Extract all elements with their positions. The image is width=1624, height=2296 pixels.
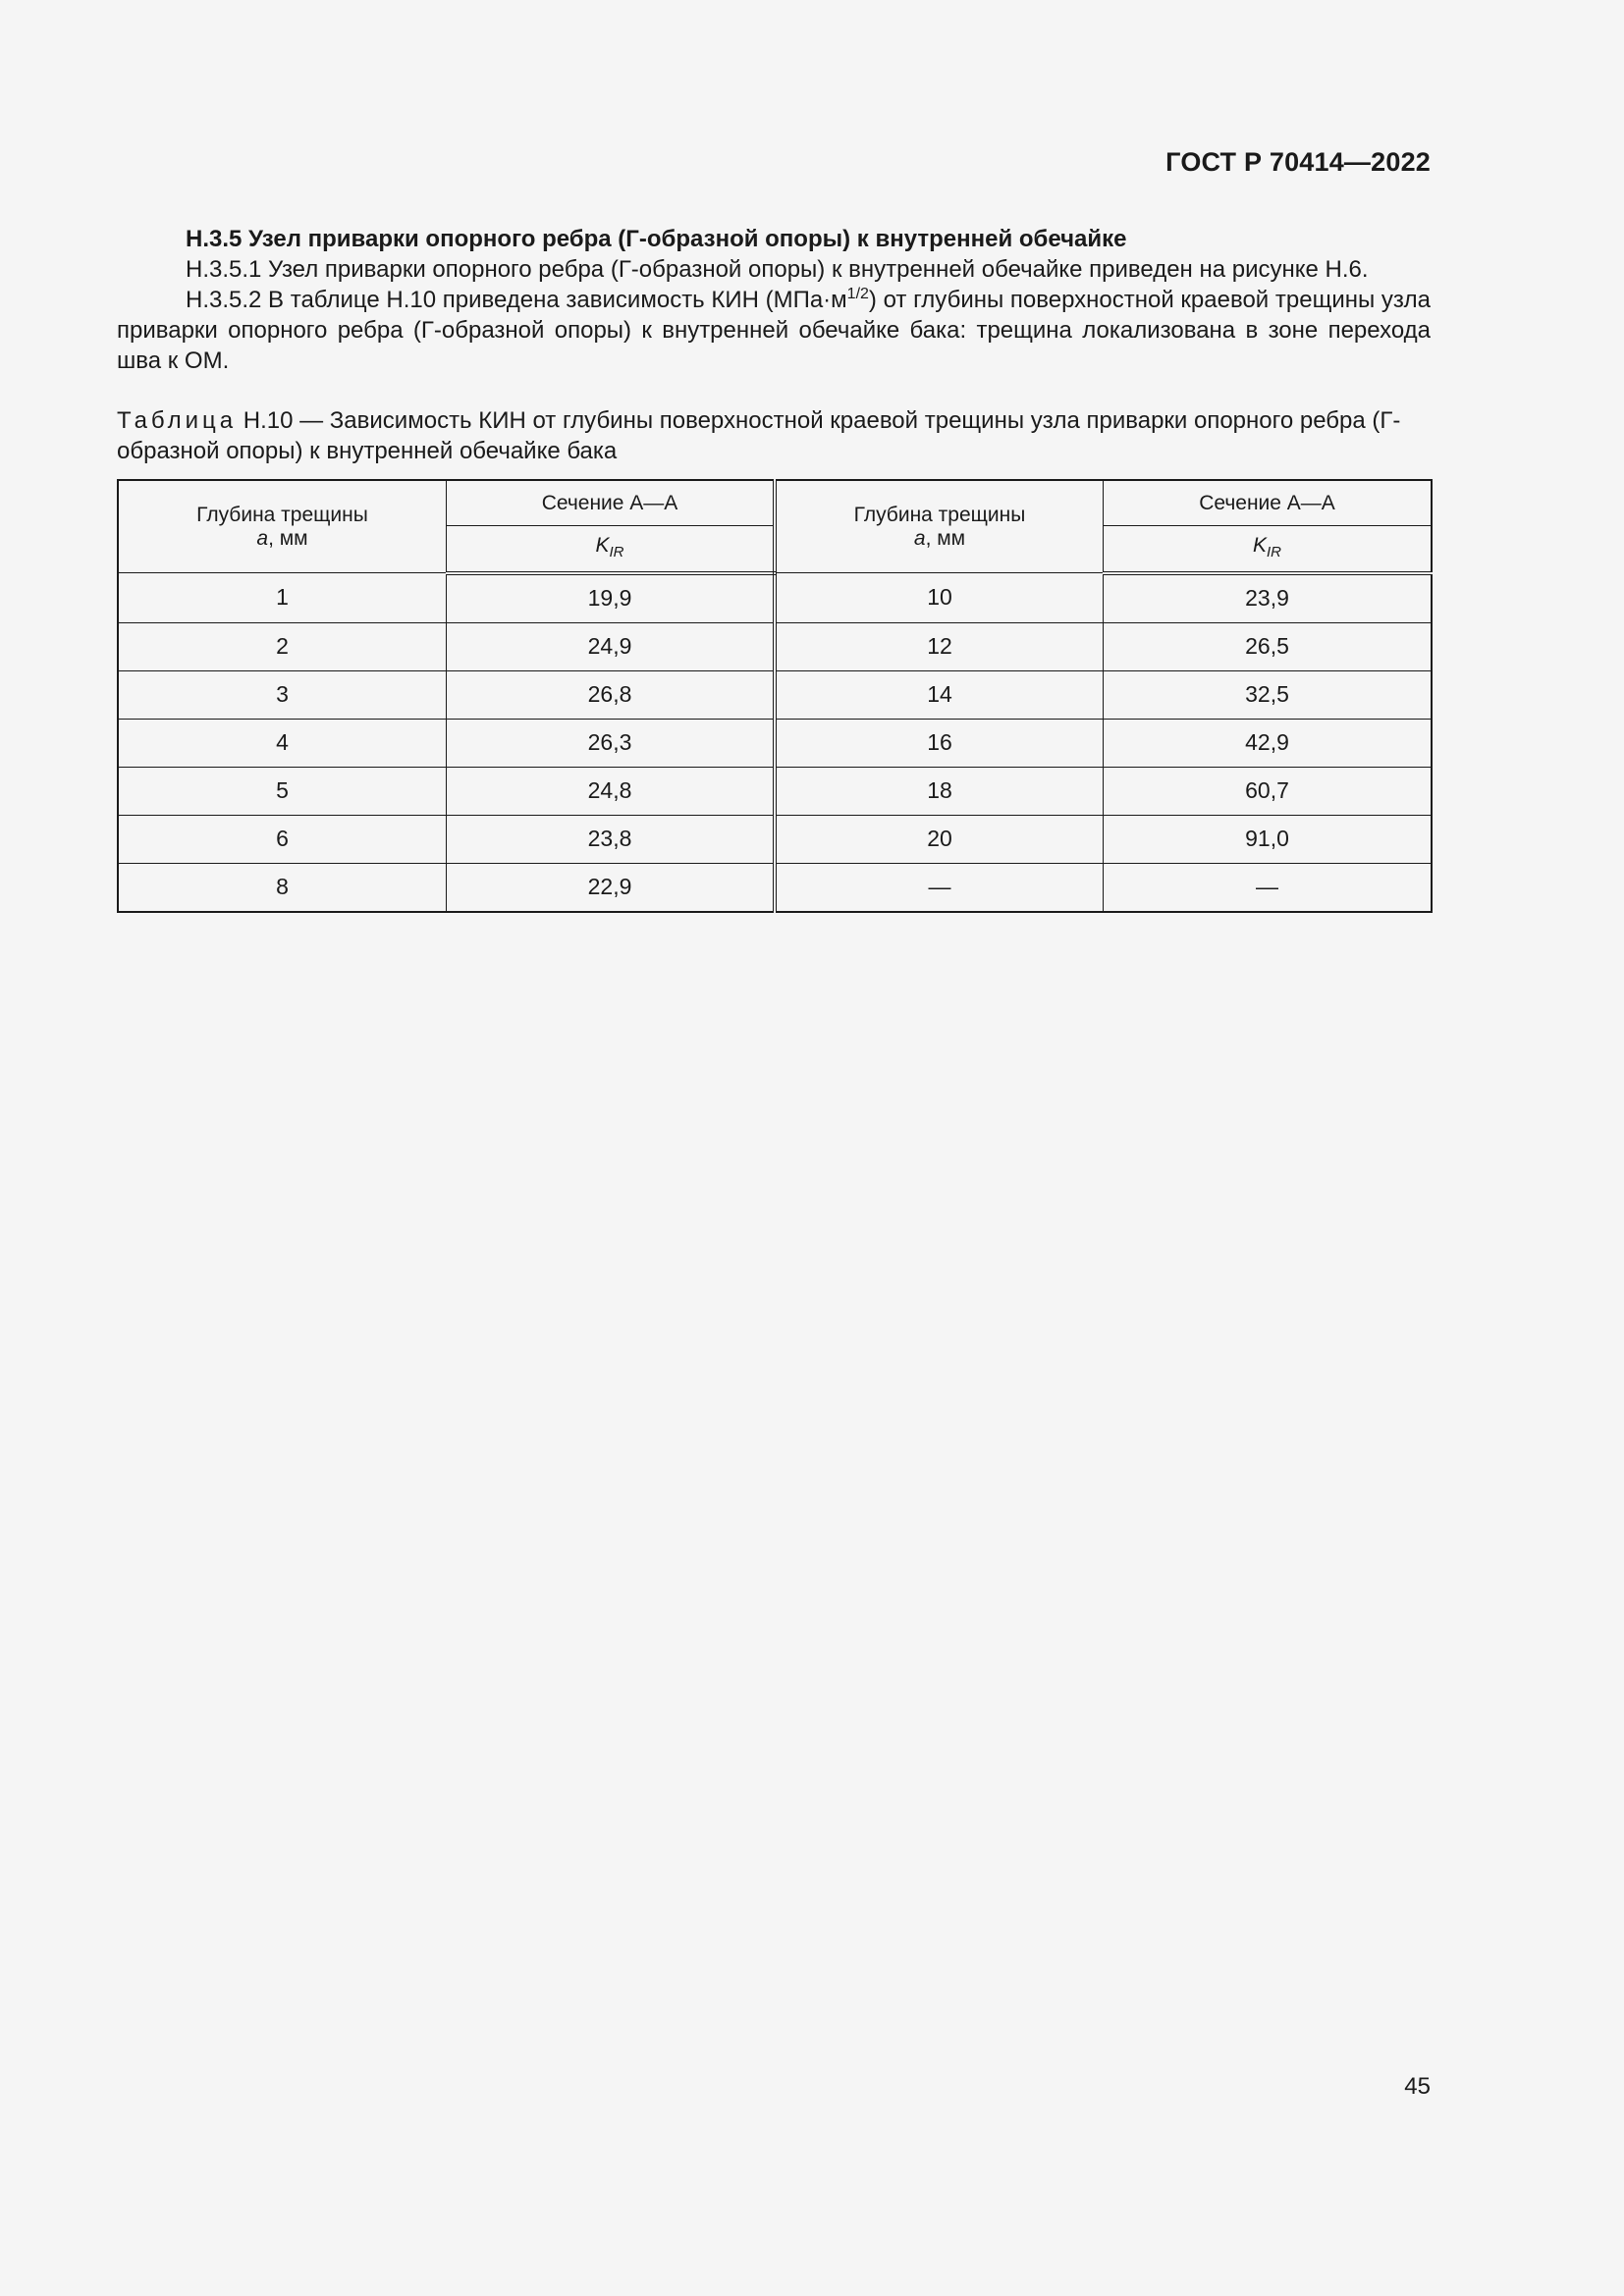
kir-left-cell: 22,9 <box>447 863 776 912</box>
header-depth-right <box>775 480 1104 573</box>
kir-right-cell: 26,5 <box>1104 622 1433 670</box>
table-caption-text: Н.10 — Зависимость КИН от глубины поверхностной краевой трещины узла приварки опорного ребра (Г-образной опоры) к внутренней обечайке бака <box>117 407 1401 464</box>
header-depth-right-line1: Глубина трещины <box>853 503 1026 526</box>
symbol-right-sub: IR <box>1267 543 1281 561</box>
table-row <box>118 815 1432 863</box>
kir-right-cell: 23,9 <box>1104 573 1433 623</box>
depth-left-cell: 6 <box>118 815 447 863</box>
kir-right-cell: 60,7 <box>1104 767 1433 815</box>
depth-left-cell: 3 <box>118 670 447 719</box>
table-row <box>118 719 1432 767</box>
table-row <box>118 863 1432 912</box>
kir-left-cell: 23,8 <box>447 815 776 863</box>
depth-left-cell: 2 <box>118 622 447 670</box>
depth-right-cell: 20 <box>775 815 1104 863</box>
depth-right-cell: — <box>775 863 1104 912</box>
unit-exponent: 1/2 <box>846 286 869 302</box>
table-caption <box>117 405 1431 466</box>
depth-left-cell: 1 <box>118 573 447 623</box>
depth-left-cell: 5 <box>118 767 447 815</box>
table-row <box>118 670 1432 719</box>
page-number: 45 <box>1404 2073 1431 2100</box>
table-row <box>118 767 1432 815</box>
kir-left-cell: 19,9 <box>447 573 776 623</box>
table-row <box>118 573 1432 623</box>
kir-right-cell: 91,0 <box>1104 815 1433 863</box>
kir-right-cell: — <box>1104 863 1433 912</box>
header-section-left: Сечение А—А <box>447 480 776 526</box>
header-depth-left-var: a <box>256 526 269 550</box>
header-depth-right-unit: , мм <box>925 526 966 550</box>
kir-right-cell: 42,9 <box>1104 719 1433 767</box>
kin-table <box>117 479 1433 913</box>
header-depth-left <box>118 480 447 573</box>
depth-right-cell: 14 <box>775 670 1104 719</box>
kir-left-cell: 26,8 <box>447 670 776 719</box>
kir-left-cell: 24,8 <box>447 767 776 815</box>
paragraph-h352 <box>117 285 1431 376</box>
symbol-right-main: K <box>1252 533 1267 557</box>
header-depth-left-unit: , мм <box>268 526 308 550</box>
section-heading: Н.3.5 Узел приварки опорного ребра (Г-образной опоры) к внутренней обечайке <box>186 226 1127 252</box>
symbol-left-main: K <box>595 533 610 557</box>
depth-right-cell: 12 <box>775 622 1104 670</box>
kir-left-cell: 26,3 <box>447 719 776 767</box>
header-depth-right-var: a <box>913 526 926 550</box>
header-section-right: Сечение А—А <box>1104 480 1433 526</box>
page-content <box>117 224 1431 913</box>
kir-right-cell: 32,5 <box>1104 670 1433 719</box>
depth-left-cell: 8 <box>118 863 447 912</box>
depth-right-cell: 10 <box>775 573 1104 623</box>
depth-left-cell: 4 <box>118 719 447 767</box>
header-symbol-right <box>1104 526 1433 573</box>
kir-left-cell: 24,9 <box>447 622 776 670</box>
paragraph-h352-end: ) от глубины поверхностной краевой трещины узла приварки опорного ребра (Г-образной опоры) к внутренней обечайке бака: трещина локализована в зоне перехода шва к ОМ. <box>117 287 1431 374</box>
paragraph-h352-start: Н.3.5.2 В таблице Н.10 приведена зависимость КИН (МПа·м <box>186 287 847 313</box>
header-symbol-left <box>447 526 776 573</box>
table-row <box>118 622 1432 670</box>
paragraph-h351: Н.3.5.1 Узел приварки опорного ребра (Г-образной опоры) к внутренней обечайке приведен на рисунке Н.6. <box>186 256 1369 283</box>
header-depth-left-line1: Глубина трещины <box>196 503 368 526</box>
depth-right-cell: 16 <box>775 719 1104 767</box>
table-caption-label: Таблица <box>117 407 238 434</box>
symbol-left-sub: IR <box>609 543 624 561</box>
document-code: ГОСТ Р 70414—2022 <box>1165 147 1431 177</box>
depth-right-cell: 18 <box>775 767 1104 815</box>
